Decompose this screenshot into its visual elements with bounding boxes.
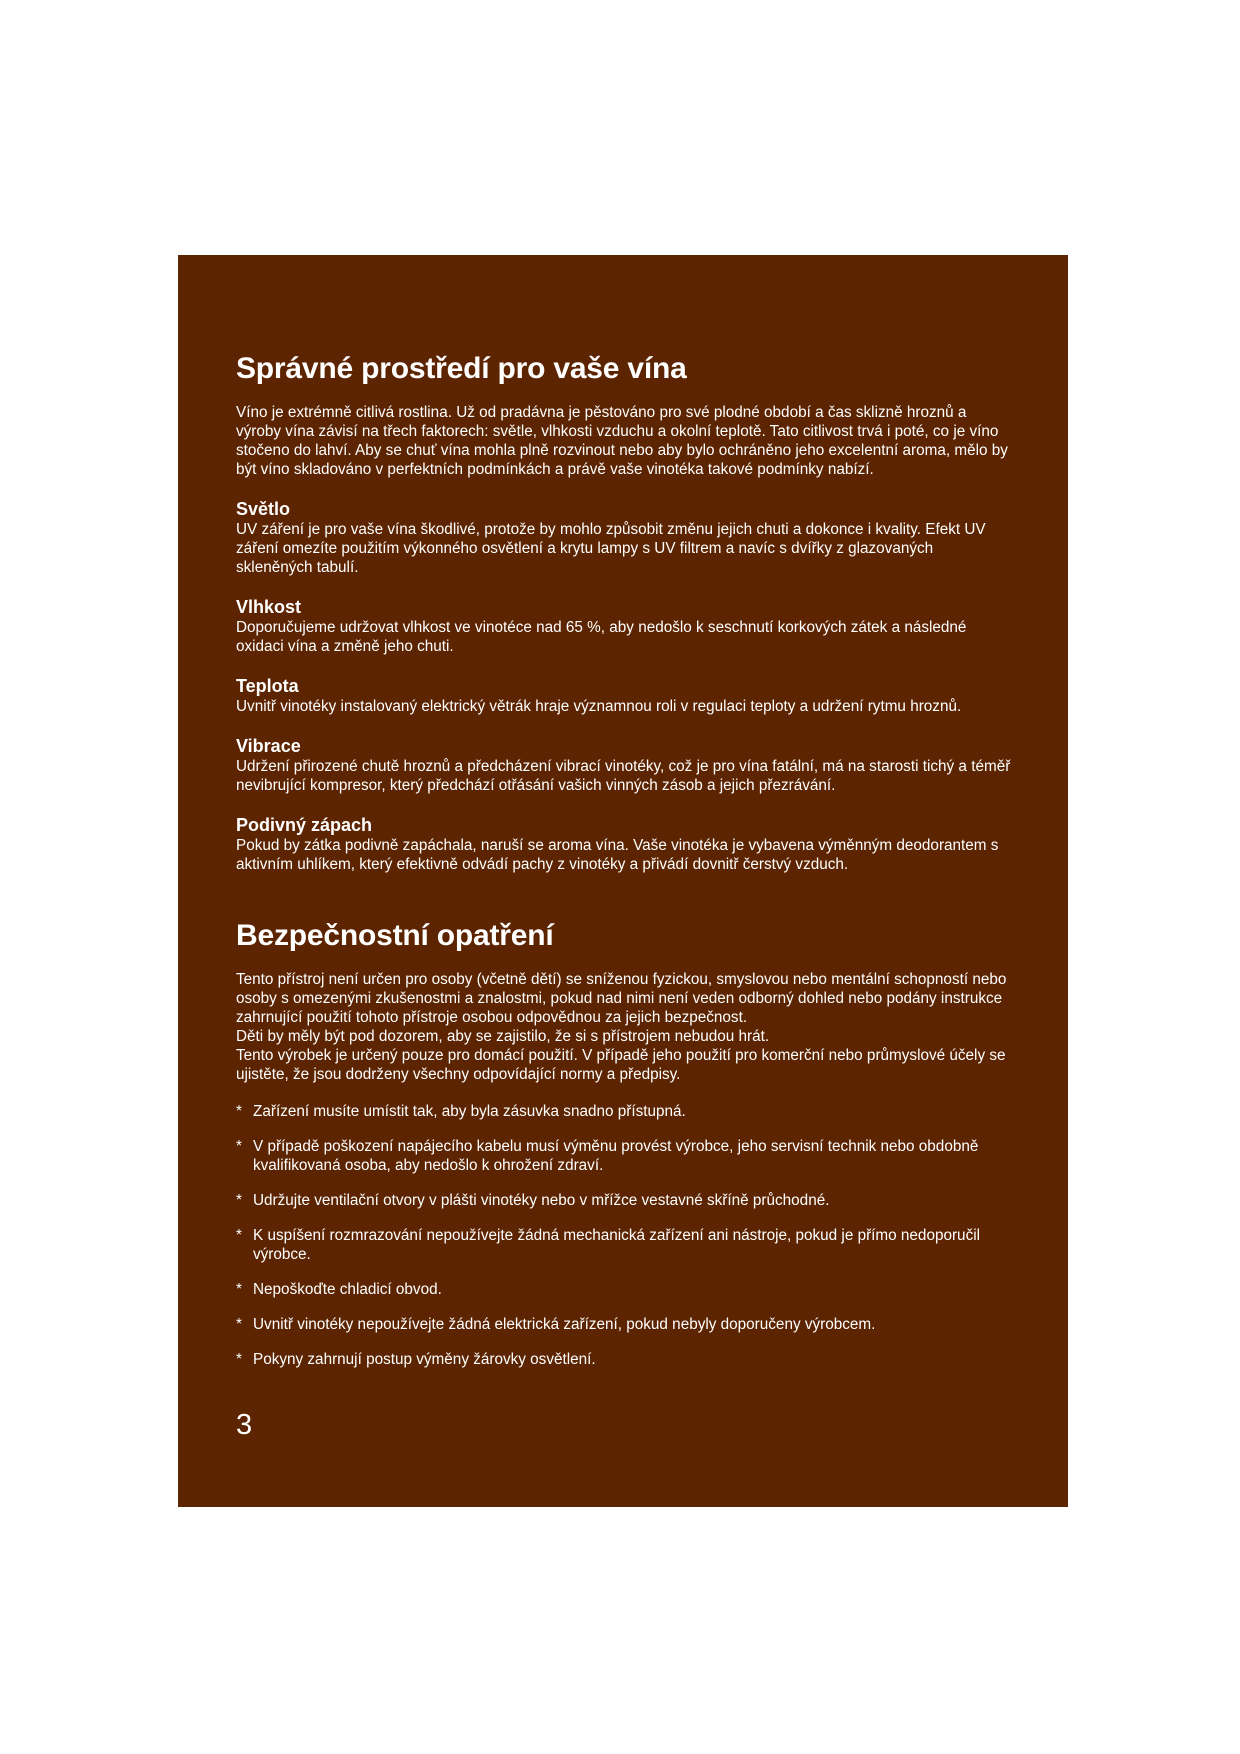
subsection-heading: Vlhkost (236, 597, 302, 617)
subsection-light (236, 498, 1011, 577)
list-item-text: Pokyny zahrnují postup výměny žárovky osvětlení. (253, 1351, 596, 1368)
subsection-heading: Vibrace (236, 736, 301, 756)
subsection-heading: Světlo (236, 499, 291, 519)
subsection-heading: Podivný zápach (236, 815, 373, 835)
page-number: 3 (236, 1409, 253, 1441)
subsection-text: Udržení přirozené chutě hroznů a předcházení vibrací vinotéky, což je pro vína fatální, má na starosti tichý a téměř nevibrující kompresor, který předchází otřásání vašich vinných zásob a jejich přezrávání. (236, 758, 1011, 794)
bullet-marker: * (236, 1281, 242, 1298)
list-item-text: Uvnitř vinotéky nepoužívejte žádná elektrická zařízení, pokud nebyly doporučeny výrobcem. (253, 1316, 876, 1333)
list-item (236, 1102, 1011, 1121)
subsection-vibration (236, 735, 1011, 795)
list-item-text: Zařízení musíte umístit tak, aby byla zásuvka snadno přístupná. (253, 1103, 686, 1120)
subsection-heading: Teplota (236, 676, 299, 696)
list-item-text: Udržujte ventilační otvory v plášti vinotéky nebo v mřížce vestavné skříně průchodné. (253, 1192, 830, 1209)
safety-paragraph: Tento přístroj není určen pro osoby (včetně dětí) se sníženou fyzickou, smyslovou nebo mentální schopností nebo osoby s omezenými zkušenostmi a znalostmi, pokud nad nimi není veden odborný dohled nebo podány instrukce zahrnující použití tohoto přístroje osobou odpovědnou za jejich bezpečnost. (236, 971, 1007, 1026)
bullet-marker: * (236, 1227, 242, 1244)
list-item (236, 1137, 1011, 1175)
subsection-text: Pokud by zátka podivně zapáchala, naruší se aroma vína. Vaše vinotéka je vybavena výměnným deodorantem s aktivním uhlíkem, který efektivně odvádí pachy z vinotéky a přivádí dovnitř čerstvý vzduch. (236, 837, 999, 873)
bullet-marker: * (236, 1192, 242, 1209)
list-item-text: Nepoškoďte chladicí obvod. (253, 1281, 442, 1298)
subsection-odor (236, 814, 1011, 874)
subsection-text: Uvnitř vinotéky instalovaný elektrický větrák hraje významnou roli v regulaci teploty a udržení rytmu hroznů. (236, 698, 962, 715)
list-item-text: K uspíšení rozmrazování nepoužívejte žádná mechanická zařízení ani nástroje, pokud je přímo nedoporučil výrobce. (253, 1227, 981, 1263)
subsection-temperature (236, 675, 1011, 716)
safety-paragraph: Tento výrobek je určený pouze pro domácí použití. V případě jeho použití pro komerční nebo průmyslové účely se ujistěte, že jsou dodrženy všechny odpovídající normy a předpisy. (236, 1047, 1006, 1083)
content-panel (178, 255, 1068, 1507)
list-item (236, 1191, 1011, 1210)
bullet-marker: * (236, 1351, 242, 1368)
subsection-humidity (236, 596, 1011, 656)
subsection-text: UV záření je pro vaše vína škodlivé, protože by mohlo způsobit změnu jejich chuti a dokonce i kvality. Efekt UV záření omezíte použitím výkonného osvětlení a krytu lampy s UV filtrem a navíc s dvířky z glazovaných skleněných tabulí. (236, 521, 986, 576)
section-title-safety: Bezpečnostní opatření (236, 919, 554, 952)
subsection-text: Doporučujeme udržovat vlhkost ve vinotéce nad 65 %, aby nedošlo k seschnutí korkových zátek a následné oxidaci vína a změně jeho chuti. (236, 619, 967, 655)
content-column (236, 351, 1011, 1385)
bullet-marker: * (236, 1103, 242, 1120)
list-item-text: V případě poškození napájecího kabelu musí výměnu provést výrobce, jeho servisní technik nebo obdobně kvalifikovaná osoba, aby nedošlo k ohrožení zdraví. (253, 1138, 979, 1174)
list-item (236, 1226, 1011, 1264)
bullet-marker: * (236, 1316, 242, 1333)
intro-paragraph: Víno je extrémně citlivá rostlina. Už od pradávna je pěstováno pro své plodné období a čas sklizně hroznů a výroby vína závisí na třech faktorech: světle, vlhkosti vzduchu a okolní teplotě. Tato citlivost trvá i poté, co je víno stočeno do lahví. Aby se chuť vína mohla plně rozvinout nebo aby bylo ochráněno jeho excelentní aroma, mělo by být víno skladováno v perfektních podmínkách a právě vaše vinotéka takové podmínky nabízí. (236, 404, 1008, 478)
safety-paragraph: Děti by měly být pod dozorem, aby se zajistilo, že si s přístrojem nebudou hrát. (236, 1028, 770, 1045)
list-item (236, 1280, 1011, 1299)
section-title-wine-environment: Správné prostředí pro vaše vína (236, 352, 687, 385)
safety-bullet-list (236, 1102, 1011, 1369)
list-item (236, 1350, 1011, 1369)
bullet-marker: * (236, 1138, 242, 1155)
list-item (236, 1315, 1011, 1334)
